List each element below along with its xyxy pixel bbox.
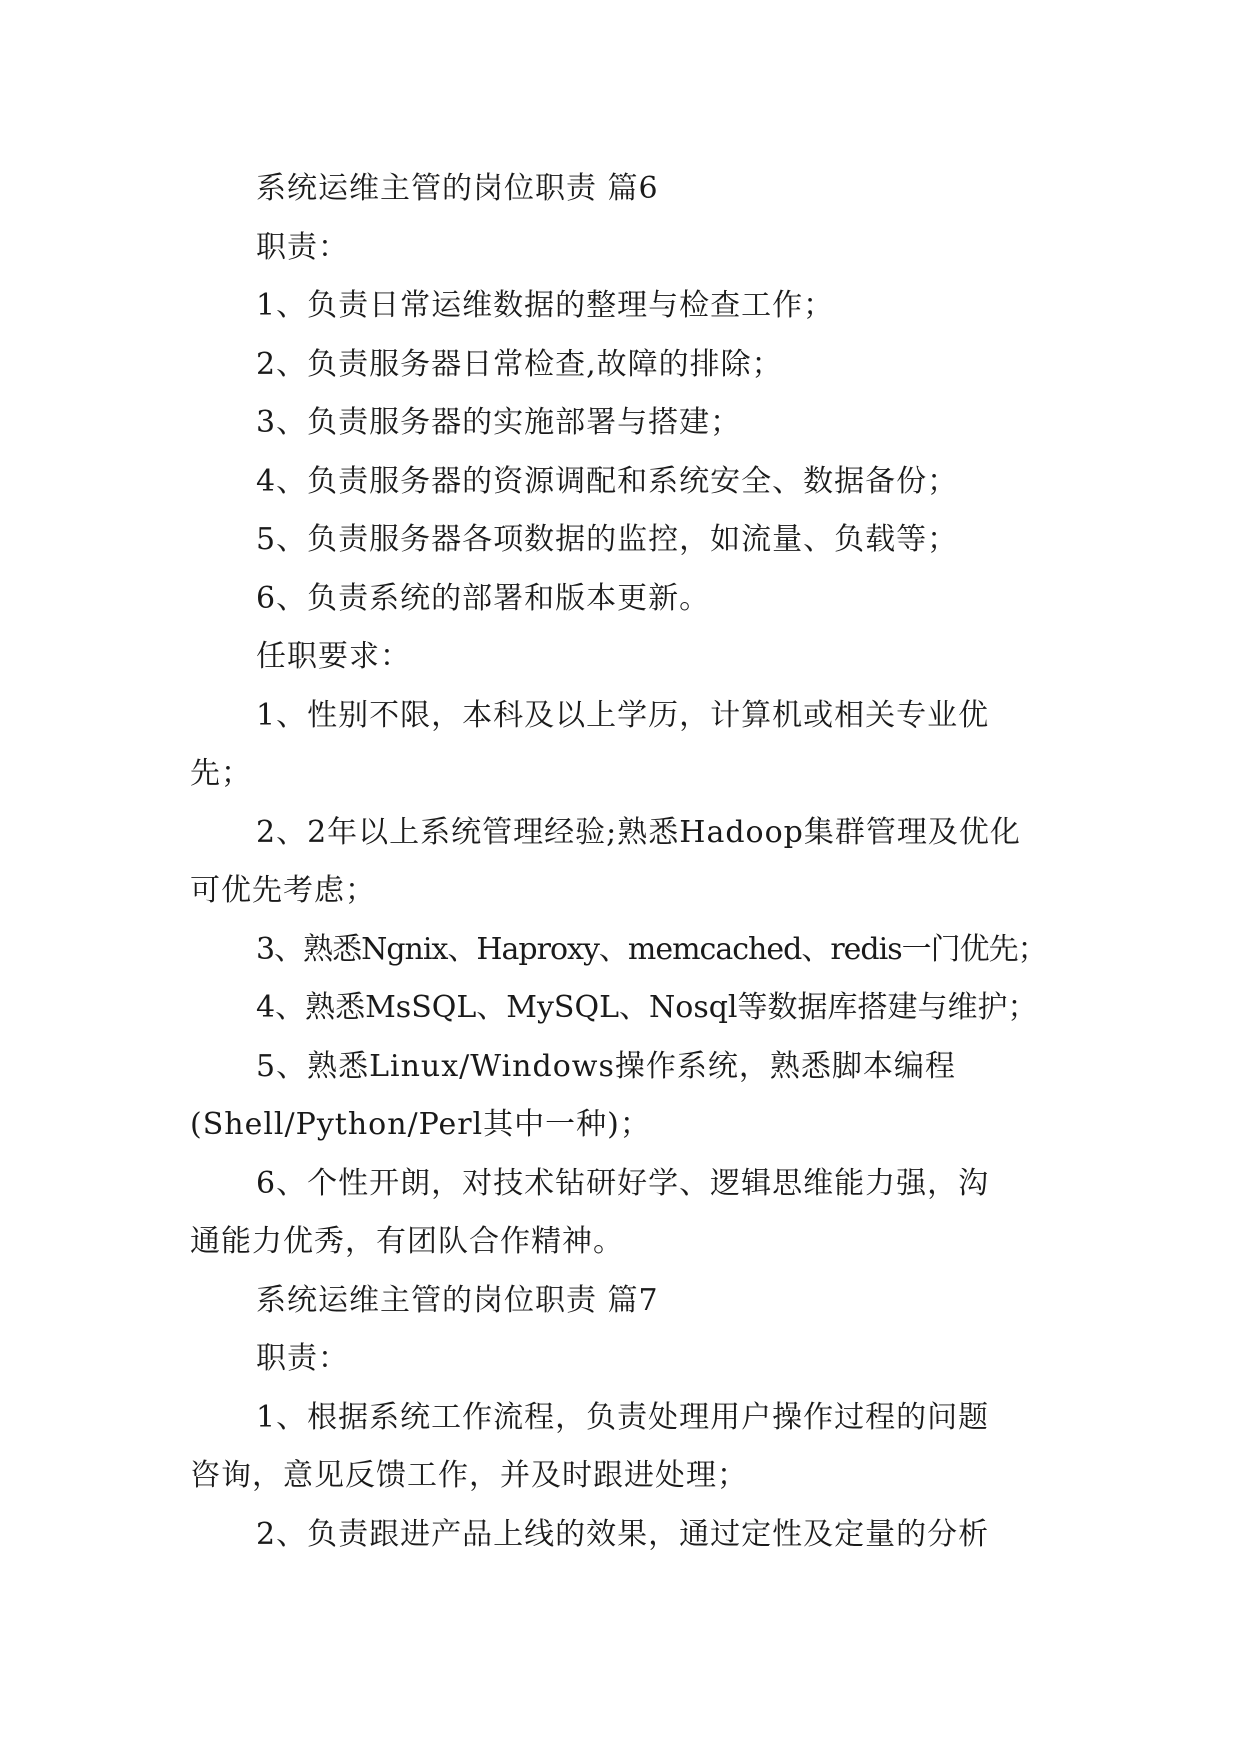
- requirement-item: 4、熟悉MsSQL、MySQL、Nosql等数据库搭建与维护；: [256, 990, 1038, 1025]
- document-body: [190, 160, 1050, 1564]
- section-title-7: 系统运维主管的岗位职责 篇7: [256, 1282, 659, 1318]
- requirement-item-continued: (Shell/Python/Perl其中一种)；: [190, 1107, 651, 1142]
- duty-item: 5、负责服务器各项数据的监控，如流量、负载等；: [256, 522, 959, 557]
- duties-heading: 职责：: [256, 1341, 349, 1376]
- duties-heading: 职责：: [256, 229, 349, 265]
- duty-item: 6、负责系统的部署和版本更新。: [256, 580, 711, 616]
- requirement-item: 1、性别不限，本科及以上学历，计算机或相关专业优: [256, 697, 990, 733]
- section-title-6: 系统运维主管的岗位职责 篇6: [256, 171, 659, 206]
- requirement-item: 2、2年以上系统管理经验;熟悉Hadoop集群管理及优化: [256, 814, 1021, 850]
- requirement-item-continued: 先；: [190, 756, 252, 791]
- duty-item-continued: 咨询，意见反馈工作，并及时跟进处理；: [190, 1458, 748, 1493]
- duty-item: 2、负责跟进产品上线的效果，通过定性及定量的分析: [256, 1516, 990, 1552]
- requirement-item-continued: 通能力优秀，有团队合作精神。: [190, 1224, 624, 1259]
- duty-item: 1、负责日常运维数据的整理与检查工作；: [256, 288, 835, 323]
- duty-item: 1、根据系统工作流程，负责处理用户操作过程的问题: [256, 1399, 990, 1435]
- requirement-item-continued: 可优先考虑；: [190, 873, 376, 908]
- duty-item: 3、负责服务器的实施部署与搭建；: [256, 405, 742, 440]
- duty-item: 4、负责服务器的资源调配和系统安全、数据备份；: [256, 463, 959, 499]
- requirements-heading: 任职要求：: [256, 639, 411, 674]
- requirement-item: 6、个性开朗，对技术钻研好学、逻辑思维能力强，沟: [256, 1165, 990, 1201]
- duty-item: 2、负责服务器日常检查,故障的排除；: [256, 346, 783, 382]
- requirement-item: 5、熟悉Linux/Windows操作系统，熟悉脚本编程: [256, 1048, 956, 1084]
- requirement-item: 3、熟悉Ngnix、Haproxy、memcached、redis一门优先；: [256, 931, 1047, 967]
